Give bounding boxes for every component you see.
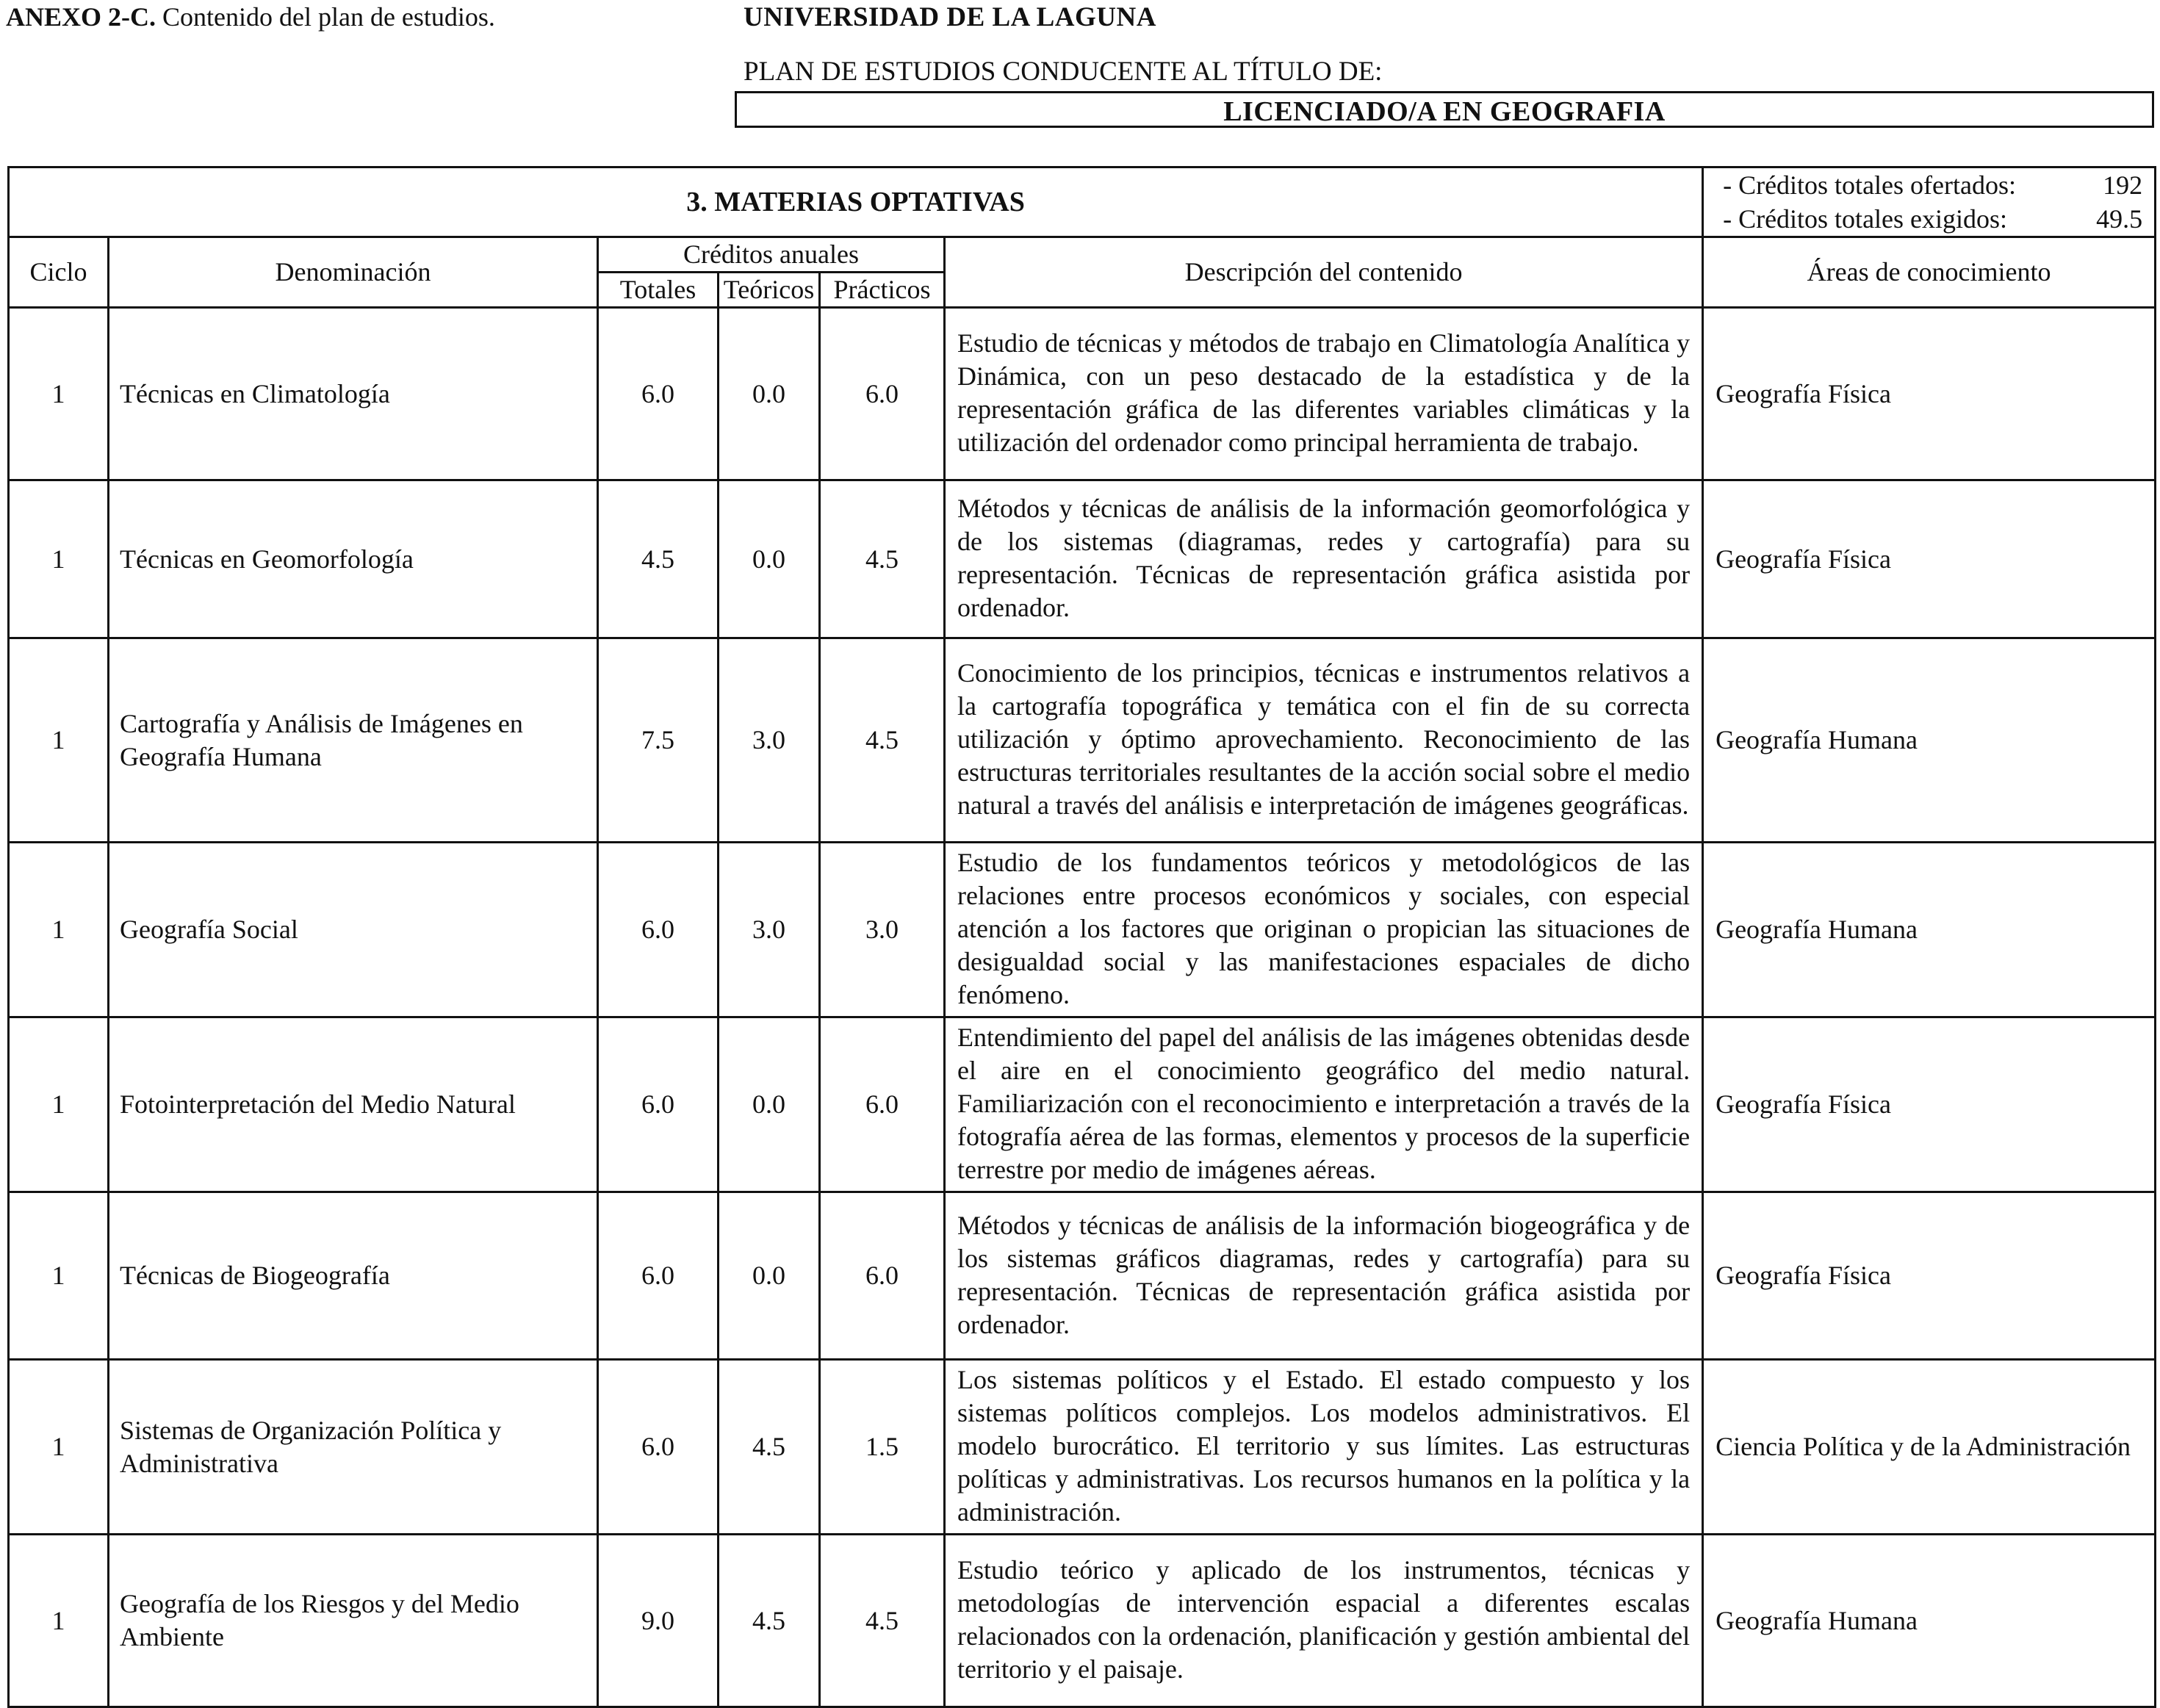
credits-totales: 6.0 [598,1017,719,1192]
credits-totales: 6.0 [598,843,719,1017]
credits-teoricos: 3.0 [719,843,820,1017]
knowledge-area: Geografía Humana [1703,1535,2156,1707]
credits-practicos: 6.0 [820,1192,945,1360]
subject-row [9,1192,2156,1360]
knowledge-area: Geografía Humana [1703,638,2156,843]
credits-totales: 6.0 [598,1360,719,1535]
credits-totales: 7.5 [598,638,719,843]
knowledge-area: Geografía Humana [1703,843,2156,1017]
credits-teoricos: 0.0 [719,1017,820,1192]
annex-text: Contenido del plan de estudios. [162,2,495,32]
ciclo-cell: 1 [9,1017,109,1192]
subject-description: Métodos y técnicas de análisis de la información biogeográfica y de los sistemas gráficos diagramas, redes y cartografía) para su representación. Técnicas de representación gráfica asistida por ordenador. [945,1192,1703,1360]
credits-practicos: 1.5 [820,1360,945,1535]
plan-label: PLAN DE ESTUDIOS CONDUCENTE AL TÍTULO DE: [744,57,1383,87]
credits-practicos: 6.0 [820,308,945,480]
credits-teoricos: 0.0 [719,480,820,638]
ciclo-cell: 1 [9,308,109,480]
col-header-areas: Áreas de conocimiento [1703,237,2156,308]
col-header-totales: Totales [598,273,719,308]
credits-practicos: 4.5 [820,638,945,843]
knowledge-area: Ciencia Política y de la Administración [1703,1360,2156,1535]
credits-totales: 4.5 [598,480,719,638]
university-name: UNIVERSIDAD DE LA LAGUNA [744,2,1156,32]
degree-title-box [735,91,2154,128]
optional-subjects-table [7,166,2156,1708]
subject-name: Técnicas en Geomorfología [109,480,598,638]
credits-practicos: 6.0 [820,1017,945,1192]
credits-practicos: 4.5 [820,480,945,638]
col-header-ciclo: Ciclo [9,237,109,308]
knowledge-area: Geografía Física [1703,480,2156,638]
subject-row [9,1017,2156,1192]
col-header-practicos: Prácticos [820,273,945,308]
col-header-denominacion: Denominación [109,237,598,308]
knowledge-area: Geografía Física [1703,308,2156,480]
subject-name: Geografía de los Riesgos y del Medio Ambiente [109,1535,598,1707]
credits-totales: 9.0 [598,1535,719,1707]
credits-teoricos: 0.0 [719,1192,820,1360]
credits-teoricos: 0.0 [719,308,820,480]
ciclo-cell: 1 [9,1192,109,1360]
subject-row [9,638,2156,843]
credits-practicos: 3.0 [820,843,945,1017]
ciclo-cell: 1 [9,843,109,1017]
knowledge-area: Geografía Física [1703,1192,2156,1360]
credits-teoricos: 4.5 [719,1360,820,1535]
subject-description: Conocimiento de los principios, técnicas e instrumentos relativos a la cartografía topográfica y temática con el fin de su correcta utilización y óptimo aprovechamiento. Reconocimiento de las estructuras territoriales resultantes de la acción social sobre el medio natural a través del análisis e interpretación de imágenes geográficas. [945,638,1703,843]
col-header-teoricos: Teóricos [719,273,820,308]
subject-row [9,480,2156,638]
subject-description: Los sistemas políticos y el Estado. El estado compuesto y los sistemas políticos complejos. Los modelos administrativos. El modelo burocrático. El territorio y sus límites. Las estructuras políticas y administrativas. Los recursos humanos en la política y la administración. [945,1360,1703,1535]
subject-name: Técnicas en Climatología [109,308,598,480]
subject-name: Geografía Social [109,843,598,1017]
section-header-row [9,167,2156,237]
subject-row [9,1360,2156,1535]
credits-totales: 6.0 [598,1192,719,1360]
subject-description: Entendimiento del papel del análisis de las imágenes obtenidas desde el aire en el conocimiento geográfico del medio natural. Familiarización con el reconocimiento e interpretación a través de la fotografía aérea de las formas, elementos y procesos de la superficie terrestre por medio de imágenes aéreas. [945,1017,1703,1192]
credits-teoricos: 4.5 [719,1535,820,1707]
degree-title: LICENCIADO/A EN GEOGRAFIA [1223,96,1666,127]
credits-summary [1703,167,2156,237]
subject-description: Estudio teórico y aplicado de los instrumentos, técnicas y metodologías de intervención espacial a diferentes escalas relacionados con la ordenación, planificación y gestión ambiental del territorio y el paisaje. [945,1535,1703,1707]
credits-required: - Créditos totales exigidos: 49.5 [1723,204,2143,234]
subject-row [9,1535,2156,1707]
annex-heading [6,1,495,32]
col-header-descripcion: Descripción del contenido [945,237,1703,308]
credits-practicos: 4.5 [820,1535,945,1707]
column-header-row [9,237,2156,273]
subject-name: Técnicas de Biogeografía [109,1192,598,1360]
ciclo-cell: 1 [9,480,109,638]
ciclo-cell: 1 [9,1535,109,1707]
credits-offered: - Créditos totales ofertados: 192 [1723,170,2143,200]
section-title: 3. MATERIAS OPTATIVAS [9,167,1703,237]
subject-row [9,843,2156,1017]
knowledge-area: Geografía Física [1703,1017,2156,1192]
credits-teoricos: 3.0 [719,638,820,843]
subject-description: Estudio de los fundamentos teóricos y metodológicos de las relaciones entre procesos económicos y sociales, con especial atención a los factores que originan o propician las situaciones de desigualdad social y las manifestaciones espaciales de dicho fenómeno. [945,843,1703,1017]
ciclo-cell: 1 [9,1360,109,1535]
subject-description: Métodos y técnicas de análisis de la información geomorfológica y de los sistemas (diagramas, redes y cartografía) para su representación. Técnicas de representación gráfica asistida por ordenador. [945,480,1703,638]
subject-name: Sistemas de Organización Política y Administrativa [109,1360,598,1535]
subject-row [9,308,2156,480]
subject-description: Estudio de técnicas y métodos de trabajo en Climatología Analítica y Dinámica, con un peso destacado de la estadística y de la representación gráfica de las diferentes variables climáticas y la utilización del ordenador como principal herramienta de trabajo. [945,308,1703,480]
col-header-creditos: Créditos anuales [598,237,945,273]
ciclo-cell: 1 [9,638,109,843]
annex-label: ANEXO 2-C. [6,2,156,32]
subject-name: Fotointerpretación del Medio Natural [109,1017,598,1192]
credits-totales: 6.0 [598,308,719,480]
subject-name: Cartografía y Análisis de Imágenes en Geografía Humana [109,638,598,843]
